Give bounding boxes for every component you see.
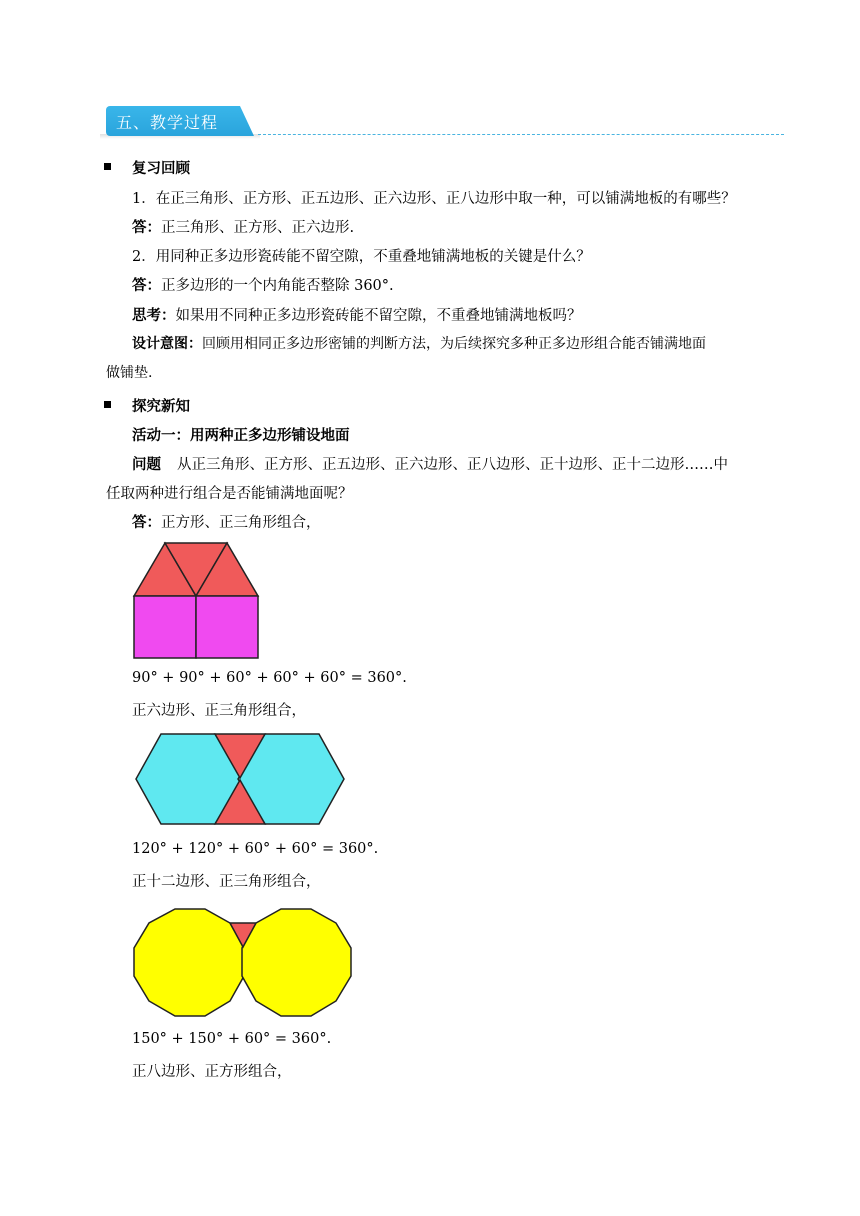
review-heading: 复习回顾 xyxy=(132,160,190,177)
figure-dodecagon-triangle xyxy=(130,904,356,1022)
think-label: 思考： xyxy=(132,307,176,324)
design-intent-cont: 做铺垫. xyxy=(106,365,153,381)
combo-2: 正六边形、正三角形组合， xyxy=(132,703,306,719)
problem-line xyxy=(132,453,728,474)
dodecagon-left xyxy=(134,909,244,1016)
figure-hexagon-triangle xyxy=(134,732,346,828)
design-intent xyxy=(132,333,706,353)
section-header xyxy=(106,106,254,136)
answer-label: 答： xyxy=(132,219,161,236)
problem-line-2: 任取两种进行组合是否能铺满地面呢？ xyxy=(106,486,353,502)
answer-text: 正三角形、正方形、正六边形. xyxy=(161,220,355,236)
dodecagon-right xyxy=(242,909,351,1016)
explore-heading: 探究新知 xyxy=(132,398,190,415)
review-think xyxy=(132,304,582,325)
combo-3: 正十二边形、正三角形组合， xyxy=(132,874,321,890)
section-title: 五、教学过程 xyxy=(116,113,219,132)
bullet-square-icon xyxy=(104,163,111,170)
review-question-2: 2．用同种正多边形瓷砖能不留空隙，不重叠地铺满地板的关键是什么？ xyxy=(132,249,591,265)
header-divider xyxy=(258,134,784,135)
review-question-1: 1．在正三角形、正方形、正五边形、正六边形、正八边形中取一种，可以铺满地板的有哪些？ xyxy=(132,191,736,207)
answer-text: 正多边形的一个内角能否整除 360°. xyxy=(161,278,394,294)
intent-text: 回顾用相同正多边形密铺的判断方法，为后续探究多种正多边形组合能否铺满地面 xyxy=(202,336,706,352)
square-left xyxy=(134,596,196,658)
activity-title: 活动一：用两种正多边形铺设地面 xyxy=(132,427,350,444)
combo-text: 正方形、正三角形组合， xyxy=(161,515,321,531)
square-right xyxy=(196,596,258,658)
answer-label: 答： xyxy=(132,277,161,294)
equation-2: 120° + 120° + 60° + 60° = 360°. xyxy=(132,841,379,857)
review-answer-1 xyxy=(132,216,354,237)
equation-3: 150° + 150° + 60° = 360°. xyxy=(132,1031,332,1047)
answer-combo-1 xyxy=(132,511,321,532)
think-text: 如果用不同种正多边形瓷砖能不留空隙，不重叠地铺满地板吗？ xyxy=(175,308,582,324)
review-answer-2 xyxy=(132,274,394,295)
answer-label: 答： xyxy=(132,514,161,531)
intent-label: 设计意图： xyxy=(132,336,202,352)
problem-text: 从正三角形、正方形、正五边形、正六边形、正八边形、正十边形、正十二边形……中 xyxy=(177,457,728,473)
figure-square-triangle xyxy=(130,540,260,662)
problem-label: 问题 xyxy=(132,456,161,473)
bullet-square-icon xyxy=(104,401,111,408)
combo-4: 正八边形、正方形组合， xyxy=(132,1064,292,1080)
equation-1: 90° + 90° + 60° + 60° + 60° = 360°. xyxy=(132,670,407,686)
